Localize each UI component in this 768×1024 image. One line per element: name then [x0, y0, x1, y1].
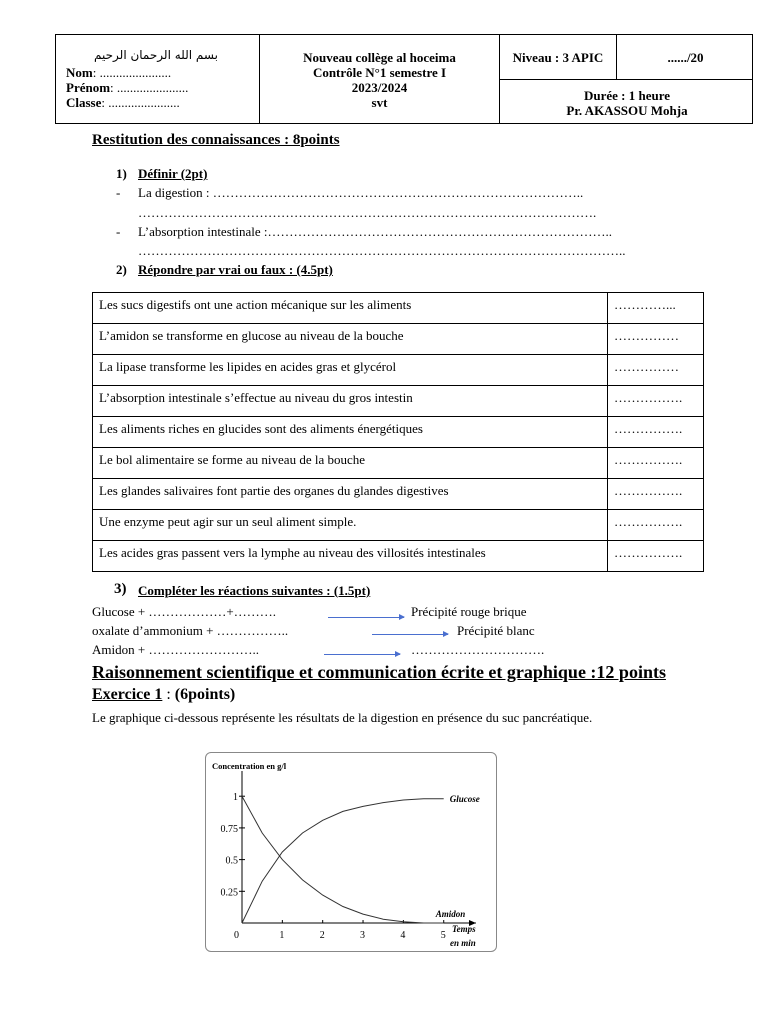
- exercise-heading: [92, 686, 235, 704]
- nom-field[interactable]: : ......................: [92, 65, 172, 80]
- reaction-right-amidon[interactable]: ………………………….: [411, 642, 545, 657]
- q1-digestion-line[interactable]: La digestion : …………………………………………………………………………..: [138, 185, 584, 200]
- q3-title: Compléter les réactions suivantes : (1.5pt): [138, 583, 371, 598]
- series-line-glucose: [242, 799, 444, 923]
- reaction-left-oxalate[interactable]: oxalate d’ammonium + ……………..: [92, 623, 289, 638]
- series-label-glucose: Glucose: [449, 793, 480, 804]
- arrow-right-icon: [328, 617, 404, 618]
- classe-field[interactable]: : ......................: [101, 95, 180, 110]
- digestion-chart: [205, 752, 497, 952]
- series-label-amidon: Amidon: [435, 909, 466, 919]
- arrow-right-icon: [324, 654, 400, 655]
- prenom-line: [66, 80, 188, 95]
- x-tick-label: 4: [400, 930, 406, 941]
- q3-number: 3): [114, 581, 127, 597]
- teacher: Pr. AKASSOU Mohja: [566, 103, 688, 118]
- statement-cell: L’amidon se transforme en glucose au niveau de la bouche: [93, 324, 608, 355]
- table-row: [93, 541, 704, 572]
- q1-dash: -: [116, 185, 121, 200]
- y-axis-label: Concentration en g/l: [212, 761, 287, 771]
- reaction-left-amidon[interactable]: Amidon + ……………………..: [92, 642, 259, 657]
- statement-cell: Les sucs digestifs ont une action mécanique sur les aliments: [93, 293, 608, 324]
- duration: Durée : 1 heure: [583, 88, 671, 103]
- bismillah: بسم الله الرحمان الرحيم: [94, 48, 218, 62]
- header-divider: [499, 79, 752, 80]
- answer-cell[interactable]: …………...: [608, 293, 704, 324]
- q1-digestion-continuation[interactable]: …………………………………………………………………………………………….: [138, 205, 597, 220]
- nom-line: [66, 65, 171, 80]
- table-row: [93, 293, 704, 324]
- q1-title: Définir (2pt): [138, 166, 208, 181]
- statement-cell: Une enzyme peut agir sur un seul aliment simple.: [93, 510, 608, 541]
- y-tick-label: 0.75: [220, 823, 238, 835]
- score-field[interactable]: ....../20: [667, 50, 704, 65]
- table-row: [93, 448, 704, 479]
- exercise-points: (6points): [174, 686, 236, 703]
- arrow-right-icon: [372, 634, 448, 635]
- answer-cell[interactable]: …………….: [608, 510, 704, 541]
- exercise-title: Exercice 1: [92, 686, 163, 703]
- prenom-label: Prénom: [66, 80, 111, 95]
- subject: svt: [371, 95, 388, 110]
- answer-cell[interactable]: …………….: [608, 541, 704, 572]
- table-row: [93, 510, 704, 541]
- answer-cell[interactable]: …………….: [608, 386, 704, 417]
- y-tick-label: 1: [233, 792, 238, 804]
- q1-number: 1): [116, 166, 127, 181]
- level: Niveau : 3 APIC: [512, 50, 604, 65]
- series-line-amidon: [242, 796, 444, 923]
- statement-cell: Les acides gras passent vers la lymphe au niveau des villosités intestinales: [93, 541, 608, 572]
- exam-header: [55, 34, 753, 124]
- statement-cell: La lipase transforme les lipides en acides gras et glycérol: [93, 355, 608, 386]
- x-axis-label: en min: [450, 938, 476, 948]
- q2-title: Répondre par vrai ou faux : (4.5pt): [138, 262, 333, 277]
- q1-absorption-line[interactable]: L’absorption intestinale :……………………………………………………………………..: [138, 224, 612, 239]
- table-row: [93, 324, 704, 355]
- nom-label: Nom: [66, 65, 93, 80]
- true-false-table: [92, 292, 704, 572]
- chart-svg: [206, 753, 496, 951]
- statement-cell: Les glandes salivaires font partie des organes du glandes digestives: [93, 479, 608, 510]
- reaction-left-glucose[interactable]: Glucose + ………………+……….: [92, 604, 277, 619]
- q1-absorption-continuation[interactable]: …………………………………………………………………………………………………..: [138, 243, 626, 258]
- reaction-right-glucose: Précipité rouge brique: [411, 604, 527, 619]
- statement-cell: L’absorption intestinale s’effectue au niveau du gros intestin: [93, 386, 608, 417]
- q1-dash: -: [116, 224, 121, 239]
- answer-cell[interactable]: …………….: [608, 448, 704, 479]
- x-tick-label: 2: [319, 930, 325, 941]
- classe-label: Classe: [66, 95, 102, 110]
- answer-cell[interactable]: …………….: [608, 417, 704, 448]
- statement-cell: Les aliments riches en glucides sont des aliments énergétiques: [93, 417, 608, 448]
- q2-number: 2): [116, 262, 127, 277]
- table-row: [93, 479, 704, 510]
- section2-title: Raisonnement scientifique et communication écrite et graphique :12 points: [92, 662, 666, 682]
- x-axis-label: Temps: [452, 924, 476, 934]
- answer-cell[interactable]: …………….: [608, 479, 704, 510]
- answer-cell[interactable]: ……………: [608, 355, 704, 386]
- statement-cell: Le bol alimentaire se forme au niveau de la bouche: [93, 448, 608, 479]
- table-row: [93, 355, 704, 386]
- table-row: [93, 417, 704, 448]
- section1-title: Restitution des connaissances : 8points: [92, 132, 340, 148]
- classe-line: [66, 95, 180, 110]
- school-year: 2023/2024: [351, 80, 408, 95]
- reaction-right-oxalate: Précipité blanc: [457, 623, 535, 638]
- table-row: [93, 386, 704, 417]
- exam-title: Contrôle N°1 semestre I: [312, 65, 447, 80]
- y-tick-label: 0.5: [225, 855, 238, 867]
- x-tick-label: 1: [279, 930, 285, 941]
- answer-cell[interactable]: ……………: [608, 324, 704, 355]
- x-tick-label: 3: [360, 930, 366, 941]
- x-tick-label: 5: [440, 930, 446, 941]
- prenom-field[interactable]: : ......................: [110, 80, 189, 95]
- y-tick-label: 0.25: [220, 887, 238, 899]
- exercise-intro: Le graphique ci-dessous représente les résultats de la digestion en présence du suc pancréatique.: [92, 710, 593, 725]
- school-name: Nouveau collège al hoceima: [303, 50, 456, 65]
- x-tick-label: 0: [234, 930, 239, 941]
- exercise-separator: :: [162, 686, 175, 703]
